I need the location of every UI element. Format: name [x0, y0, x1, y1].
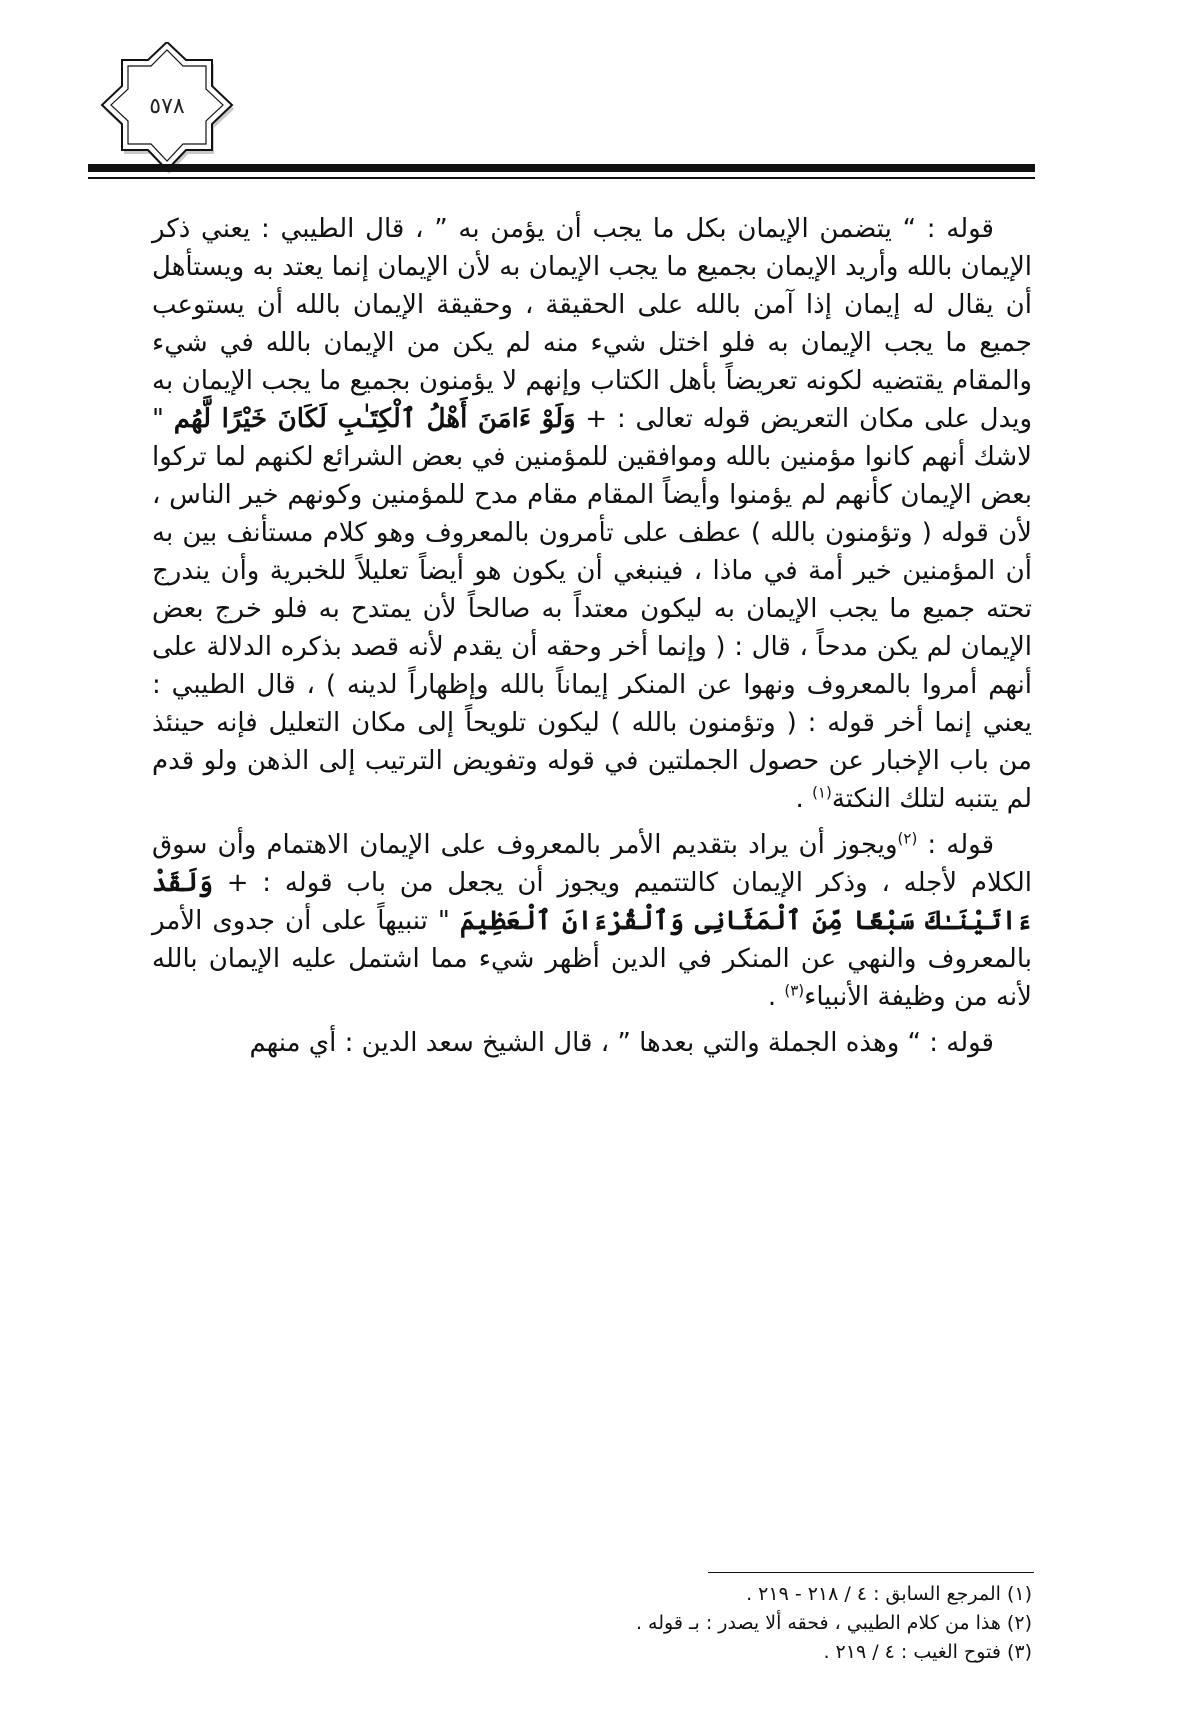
text-segment: .	[795, 784, 813, 814]
footnote-marker: (٣)	[784, 981, 805, 1000]
footnote-marker: (٢)	[897, 829, 918, 848]
footnotes	[400, 1580, 1032, 1667]
header-rule-thick	[88, 164, 1035, 172]
text-segment: " تنبيهاً على أن جدوى الأمر بالمعروف والنهي عن المنكر في الدين أظهر شيء مما اشتمل عليه الإيمان بالله لأنه من وظيفة الأنبياء	[152, 906, 1032, 1012]
footnote-3: (٣) فتوح الغيب : ٤ / ٢١٩ .	[823, 1641, 1032, 1663]
footnote-2: (٢) هذا من كلام الطيبي ، فحقه ألا يصدر : بـ قوله .	[635, 1612, 1032, 1634]
text-segment: قوله : “ وهذه الجملة والتي بعدها ” ، قال الشيخ سعد الدين : أي منهم	[249, 1028, 994, 1058]
paragraph	[152, 826, 1032, 1016]
footnote-1: (١) المرجع السابق : ٤ / ٢١٨ - ٢١٩ .	[746, 1583, 1032, 1605]
paragraph	[152, 1024, 1032, 1062]
quran-verse: وَلَقَدْ ءَاتَيْنَـٰكَ سَبْعًا مِّنَ ٱلْمَثَانِى وَٱلْقُرْءَانَ ٱلْعَظِيمَ	[152, 868, 1032, 936]
text-segment: .	[767, 982, 785, 1012]
text-segment: ويجوز أن يراد بتقديم الأمر بالمعروف على الإيمان الاهتمام وأن سوق الكلام لأجله ، وذكر الإيمان كالتتميم ويجوز أن يجعل من باب قوله : +	[152, 830, 1032, 898]
main-text	[152, 210, 1032, 1070]
page-number: ٥٧٨	[149, 93, 185, 119]
footnote-separator	[708, 1572, 1034, 1573]
text-segment: قوله :	[917, 830, 995, 860]
page-number-badge	[96, 42, 238, 184]
text-segment: قوله : “ يتضمن الإيمان بكل ما يجب أن يؤمن به ” ، قال الطيبي : يعني ذكر الإيمان بالله وأريد الإيمان بجميع ما يجب الإيمان به لأن الإيمان إنما يعتد به ويستأهل أن يقال له إيمان إذا آمن بالله على الحقيقة ، وحقيقة الإيمان بالله أن يستوعب جميع ما يجب الإيمان به فلو اختل شيء منه لم يكن من الإيمان بالله في شيء والمقام يقتضيه لكونه تعريضاً بأهل الكتاب وإنهم لا يؤمنون بجميع ما يجب الإيمان به ويدل على مكان التعريض قوله تعالى : +	[152, 214, 1033, 434]
footnote-marker: (١)	[812, 783, 832, 802]
quran-verse: وَلَوْ ءَامَنَ أَهْلُ ٱلْكِتَـٰبِ لَكَانَ خَيْرًا لَّهُم	[173, 404, 576, 434]
header-rule-thin	[88, 177, 1035, 179]
paragraph	[152, 210, 1032, 818]
text-segment: " لاشك أنهم كانوا مؤمنين بالله وموافقين للمؤمنين في بعض الشرائع لكنهم لما تركوا بعض الإيمان كأنهم لم يؤمنوا وأيضاً المقام مقام مدح للمؤمنين وكونهم خير الناس ، لأن قوله ( وتؤمنون بالله ) عطف على تأمرون بالمعروف وهو كلام مستأنف بين به أن المؤمنين خير أمة في ماذا ، فينبغي أن يكون هو أيضاً تعليلاً للخبرية وأن يندرج تحته جميع ما يجب الإيمان به ليكون معتداً به صالحاً لأن يمتدح به فلو خرج بعض الإيمان لم يكن مدحاً ، قال : ( وإنما أخر وحقه أن يقدم لأنه قصد بذكره الدلالة على أنهم أمروا بالمعروف ونهوا عن المنكر إيماناً بالله وإظهاراً لدينه ) ، قال الطيبي : يعني إنما أخر قوله : ( وتؤمنون بالله ) ليكون تلويحاً إلى مكان التعليل فإنه حينئذ من باب الإخبار عن حصول الجملتين في قوله وتفويض الترتيب إلى الذهن ولو قدم لم يتنبه لتلك النكتة	[152, 404, 1032, 814]
